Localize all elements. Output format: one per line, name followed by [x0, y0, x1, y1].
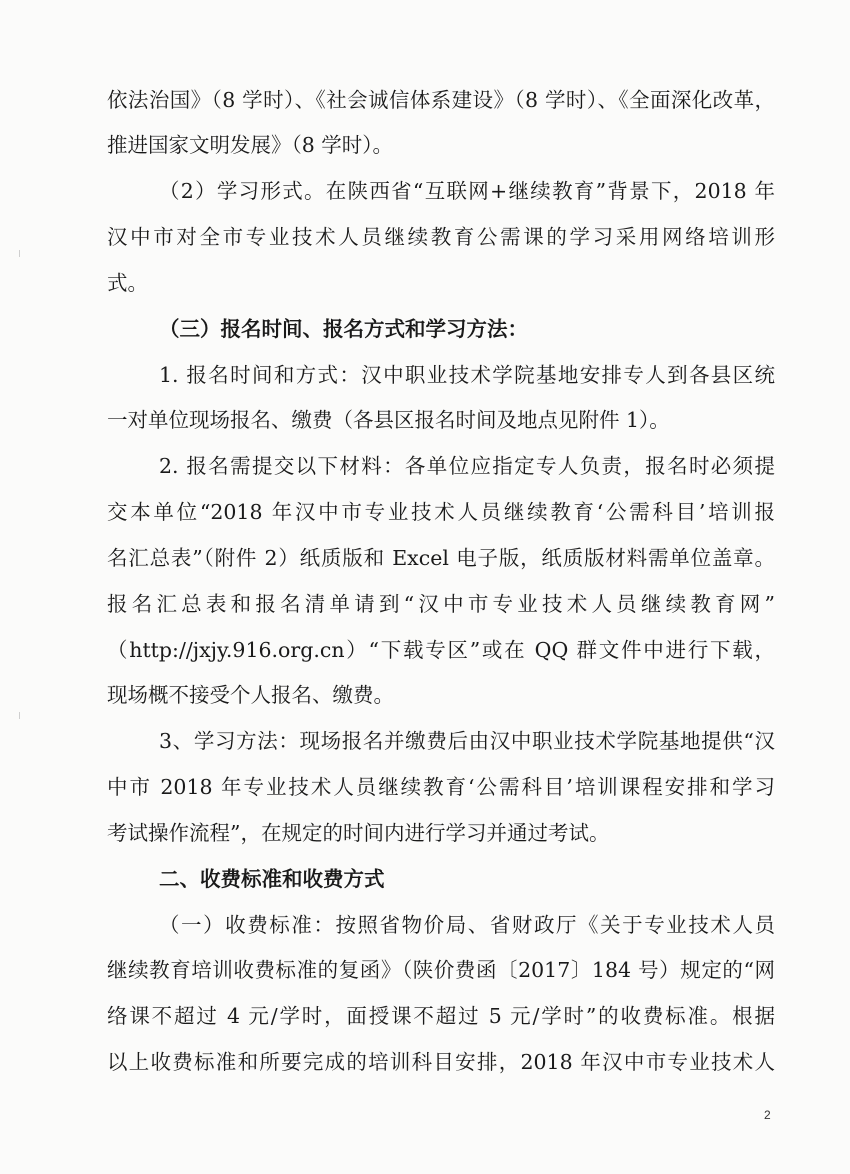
text-line: 继续教育培训收费标准的复函》（陕价费函〔2017〕184 号）规定的“网: [107, 958, 775, 982]
text-line: 式。: [107, 271, 148, 295]
paragraph-start: （一）收费标准：按照省物价局、省财政厅《关于专业技术人员: [159, 913, 775, 937]
text-line: 中市 2018 年专业技术人员继续教育‘公需科目’培训课程安排和学习: [107, 775, 775, 799]
text-line: （http://jxjy.916.org.cn）“下载专区”或在 QQ 群文件中进行下载，: [107, 638, 775, 662]
page-number: 2: [764, 1108, 771, 1122]
text-line: 报名汇总表和报名清单请到“汉中市专业技术人员继续教育网”: [107, 592, 775, 616]
text-line: 名汇总表”（附件 2）纸质版和 Excel 电子版，纸质版材料需单位盖章。: [107, 546, 775, 570]
text-line: 汉中市对全市专业技术人员继续教育公需课的学习采用网络培训形: [107, 225, 775, 249]
scan-margin-mark: [19, 250, 20, 257]
section-heading: 二、收费标准和收费方式: [159, 867, 385, 891]
text-line: 一对单位现场报名、缴费（各县区报名时间及地点见附件 1）。: [107, 408, 670, 432]
paragraph-start: 3、学习方法：现场报名并缴费后由汉中职业技术学院基地提供“汉: [159, 729, 775, 753]
text-line: 以上收费标准和所要完成的培训科目安排，2018 年汉中市专业技术人: [107, 1050, 775, 1074]
text-line: 依法治国》（8 学时）、《社会诚信体系建设》（8 学时）、《全面深化改革，: [107, 88, 775, 112]
scan-margin-mark: [19, 712, 20, 719]
text-line: 考试操作流程”，在规定的时间内进行学习并通过考试。: [107, 821, 610, 845]
section-heading: （三）报名时间、报名方式和学习方法：: [159, 317, 528, 341]
text-line: 交本单位“2018 年汉中市专业技术人员继续教育‘公需科目’培训报: [107, 500, 775, 524]
text-line: 现场概不接受个人报名、缴费。: [107, 683, 394, 707]
paragraph-start: 2. 报名需提交以下材料：各单位应指定专人负责，报名时必须提: [159, 454, 775, 478]
paragraph-start: 1. 报名时间和方式：汉中职业技术学院基地安排专人到各县区统: [159, 363, 775, 387]
paragraph-start: （2）学习形式。在陕西省“互联网+继续教育”背景下，2018 年: [159, 179, 775, 203]
text-line: 推进国家文明发展》（8 学时）。: [107, 133, 394, 157]
text-line: 络课不超过 4 元/学时，面授课不超过 5 元/学时”的收费标准。根据: [107, 1004, 775, 1028]
